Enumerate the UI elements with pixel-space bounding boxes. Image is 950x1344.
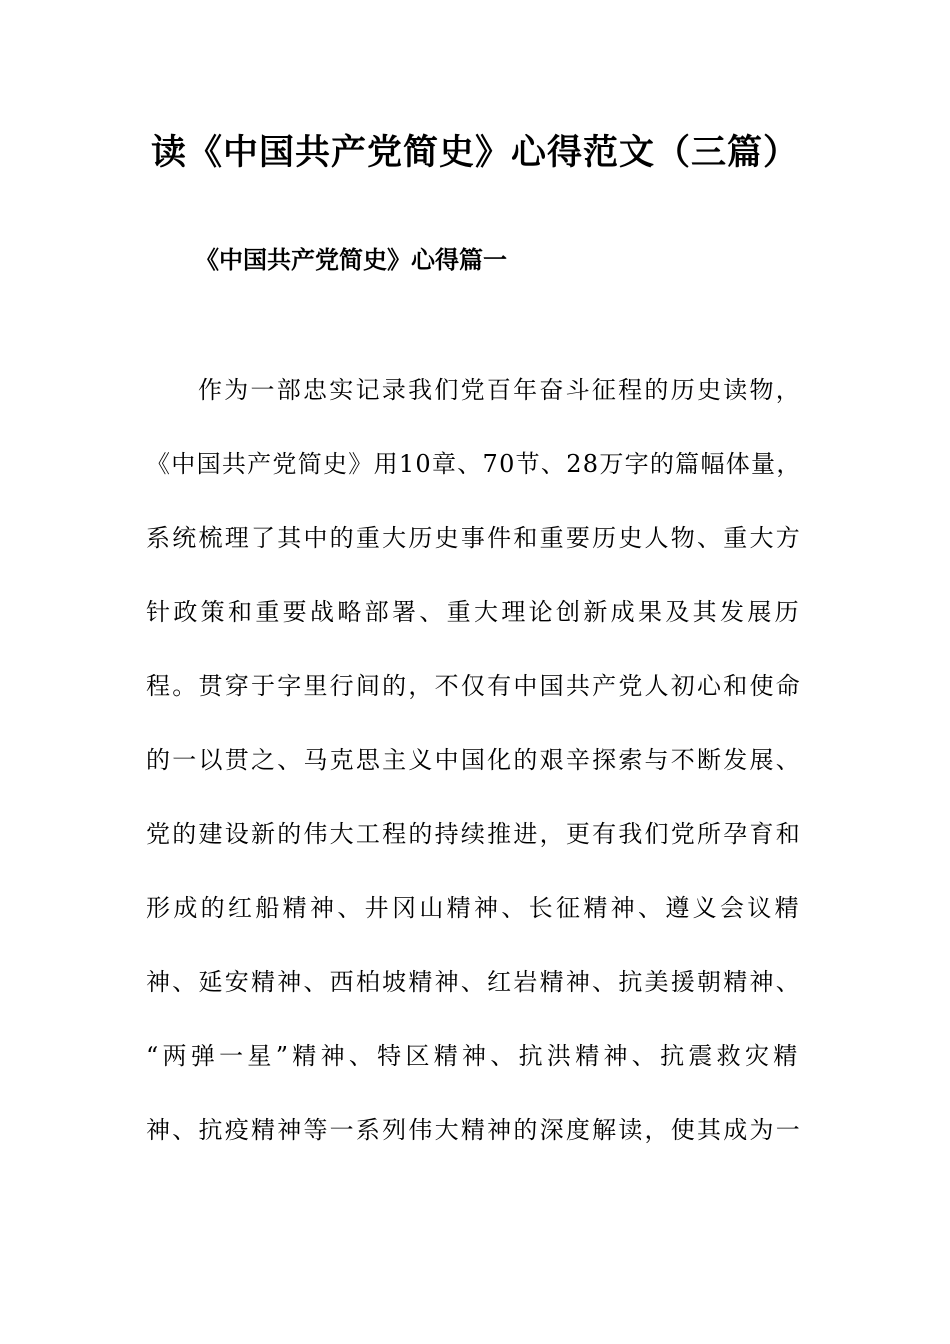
paragraph-line: 的一以贯之、马克思主义中国化的艰辛探索与不断发展、 bbox=[146, 746, 802, 774]
paragraph-line: 形成的红船精神、井冈山精神、长征精神、遵义会议精 bbox=[146, 894, 802, 922]
document-title: 读《中国共产党简史》心得范文（三篇） bbox=[150, 133, 799, 173]
section-heading: 《中国共产党简史》心得篇一 bbox=[195, 246, 507, 274]
paragraph-line: 针政策和重要战略部署、重大理论创新成果及其发展历 bbox=[146, 598, 802, 626]
paragraph-line: 程。贯穿于字里行间的，不仅有中国共产党人初心和使命 bbox=[146, 672, 802, 700]
paragraph-line: “两弹一星”精神、特区精神、抗洪精神、抗震救灾精 bbox=[146, 1042, 802, 1070]
paragraph-line: 神、延安精神、西柏坡精神、红岩精神、抗美援朝精神、 bbox=[146, 968, 802, 996]
paragraph-line: 作为一部忠实记录我们党百年奋斗征程的历史读物， bbox=[198, 376, 802, 404]
paragraph-line: 《中国共产党简史》用10章、70节、28万字的篇幅体量， bbox=[146, 450, 802, 478]
paragraph-line: 神、抗疫精神等一系列伟大精神的深度解读，使其成为一 bbox=[146, 1116, 802, 1144]
paragraph-line: 系统梳理了其中的重大历史事件和重要历史人物、重大方 bbox=[146, 524, 802, 552]
paragraph-line: 党的建设新的伟大工程的持续推进，更有我们党所孕育和 bbox=[146, 820, 802, 848]
